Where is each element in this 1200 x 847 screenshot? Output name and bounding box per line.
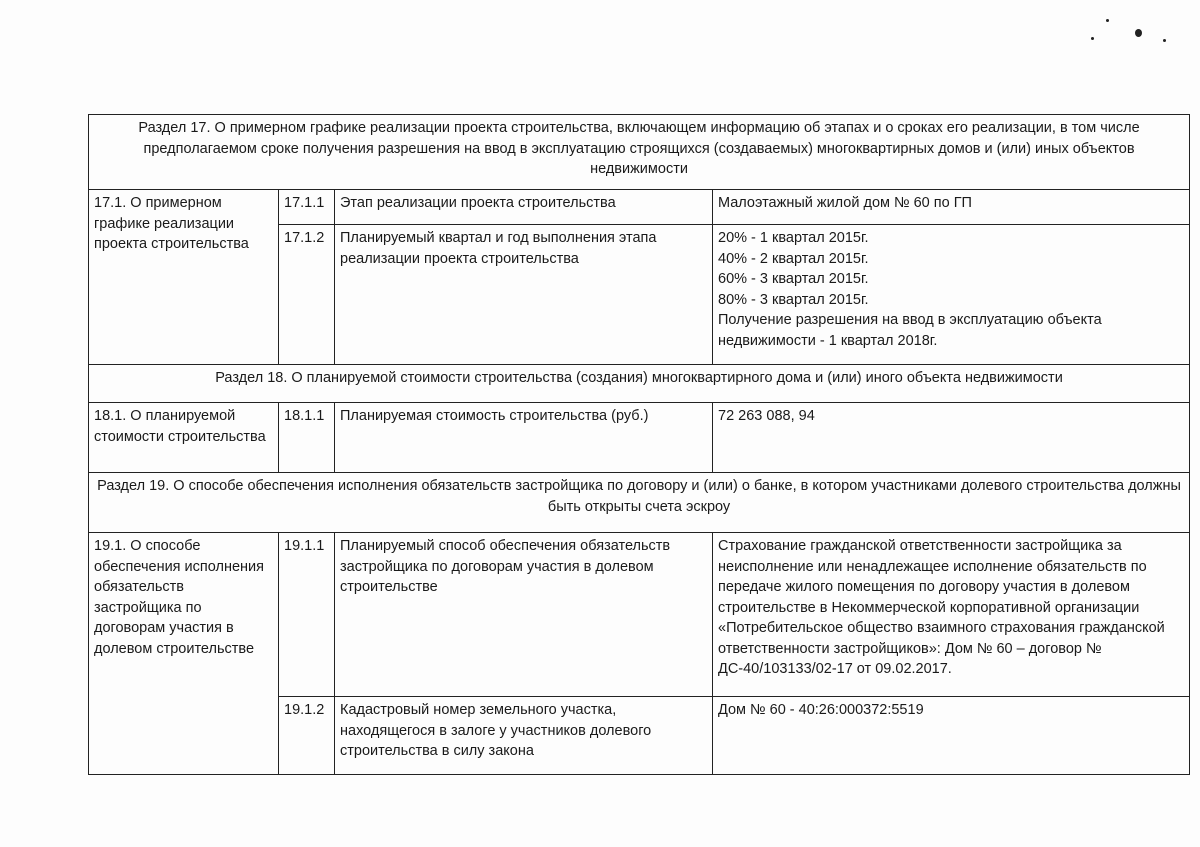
scan-speck <box>1091 37 1094 40</box>
scan-speck <box>1106 19 1109 22</box>
section-header-row <box>89 115 1190 190</box>
value-line: 72 263 088, 94 <box>718 408 815 424</box>
row-number: 18.1.1 <box>279 403 335 473</box>
value-line: Страхование гражданской ответственности застройщика за неисполнение или ненадлежащее исполнение обязательств по передаче жилого помещения по договору участия в долевом строительстве в Некоммерческой корпоративной организации «Потребительское общество взаимного страхования гражданской ответственности застройщиков»: Дом № 60 – договор № ДС-40/103133/02-17 от 09.02.2017. <box>718 538 1165 677</box>
row-number: 19.1.1 <box>279 533 335 697</box>
row-number: 17.1.1 <box>279 190 335 225</box>
row-number: 17.1.2 <box>279 225 335 365</box>
section-header-row <box>89 365 1190 403</box>
table-row <box>89 403 1190 473</box>
row-value <box>713 225 1190 365</box>
row-label: Планируемый квартал и год выполнения этапа реализации проекта строительства <box>335 225 713 365</box>
row-value <box>713 533 1190 697</box>
row-label: Кадастровый номер земельного участка, находящегося в залоге у участников долевого строительства в силу закона <box>335 697 713 775</box>
row-value <box>713 403 1190 473</box>
row-label: Планируемый способ обеспечения обязательств застройщика по договорам участия в долевом строительстве <box>335 533 713 697</box>
value-line: 80% - 3 квартал 2015г. <box>718 291 869 308</box>
row-value <box>713 697 1190 775</box>
section-header-row <box>89 473 1190 533</box>
group-label-17-1: 17.1. О примерном графике реализации проекта строительства <box>89 190 279 365</box>
scan-speck <box>1163 39 1166 42</box>
section-19-header: Раздел 19. О способе обеспечения исполнения обязательств застройщика по договору и (или) о банке, в котором участниками долевого строительства должны быть открыты счета эскроу <box>89 473 1190 533</box>
value-line: 40% - 2 квартал 2015г. <box>718 250 869 267</box>
value-line: 60% - 3 квартал 2015г. <box>718 271 869 287</box>
table-row <box>89 533 1190 697</box>
group-label-19-1: 19.1. О способе обеспечения исполнения обязательств застройщика по договорам участия в долевом строительстве <box>89 533 279 775</box>
value-line: Дом № 60 - 40:26:000372:5519 <box>718 702 924 718</box>
section-17-header: Раздел 17. О примерном графике реализации проекта строительства, включающем информацию об этапах и о сроках его реализации, в том числе предполагаемом сроке получения разрешения на ввод в эксплуатацию строящихся (создаваемых) многоквартирных домов и (или) иных объектов недвижимости <box>89 115 1190 190</box>
table-row <box>89 190 1190 225</box>
project-info-table <box>88 114 1190 775</box>
row-number: 19.1.2 <box>279 697 335 775</box>
group-label-18-1: 18.1. О планируемой стоимости строительства <box>89 403 279 473</box>
row-label: Планируемая стоимость строительства (руб.) <box>335 403 713 473</box>
row-value <box>713 190 1190 225</box>
row-label: Этап реализации проекта строительства <box>335 190 713 225</box>
value-line: Малоэтажный жилой дом № 60 по ГП <box>718 195 972 211</box>
scan-speck <box>1135 29 1142 37</box>
section-18-header: Раздел 18. О планируемой стоимости строительства (создания) многоквартирного дома и (или) иного объекта недвижимости <box>89 365 1190 403</box>
value-line: Получение разрешения на ввод в эксплуатацию объекта недвижимости - 1 квартал 2018г. <box>718 312 1102 349</box>
value-line: 20% - 1 квартал 2015г. <box>718 230 869 246</box>
